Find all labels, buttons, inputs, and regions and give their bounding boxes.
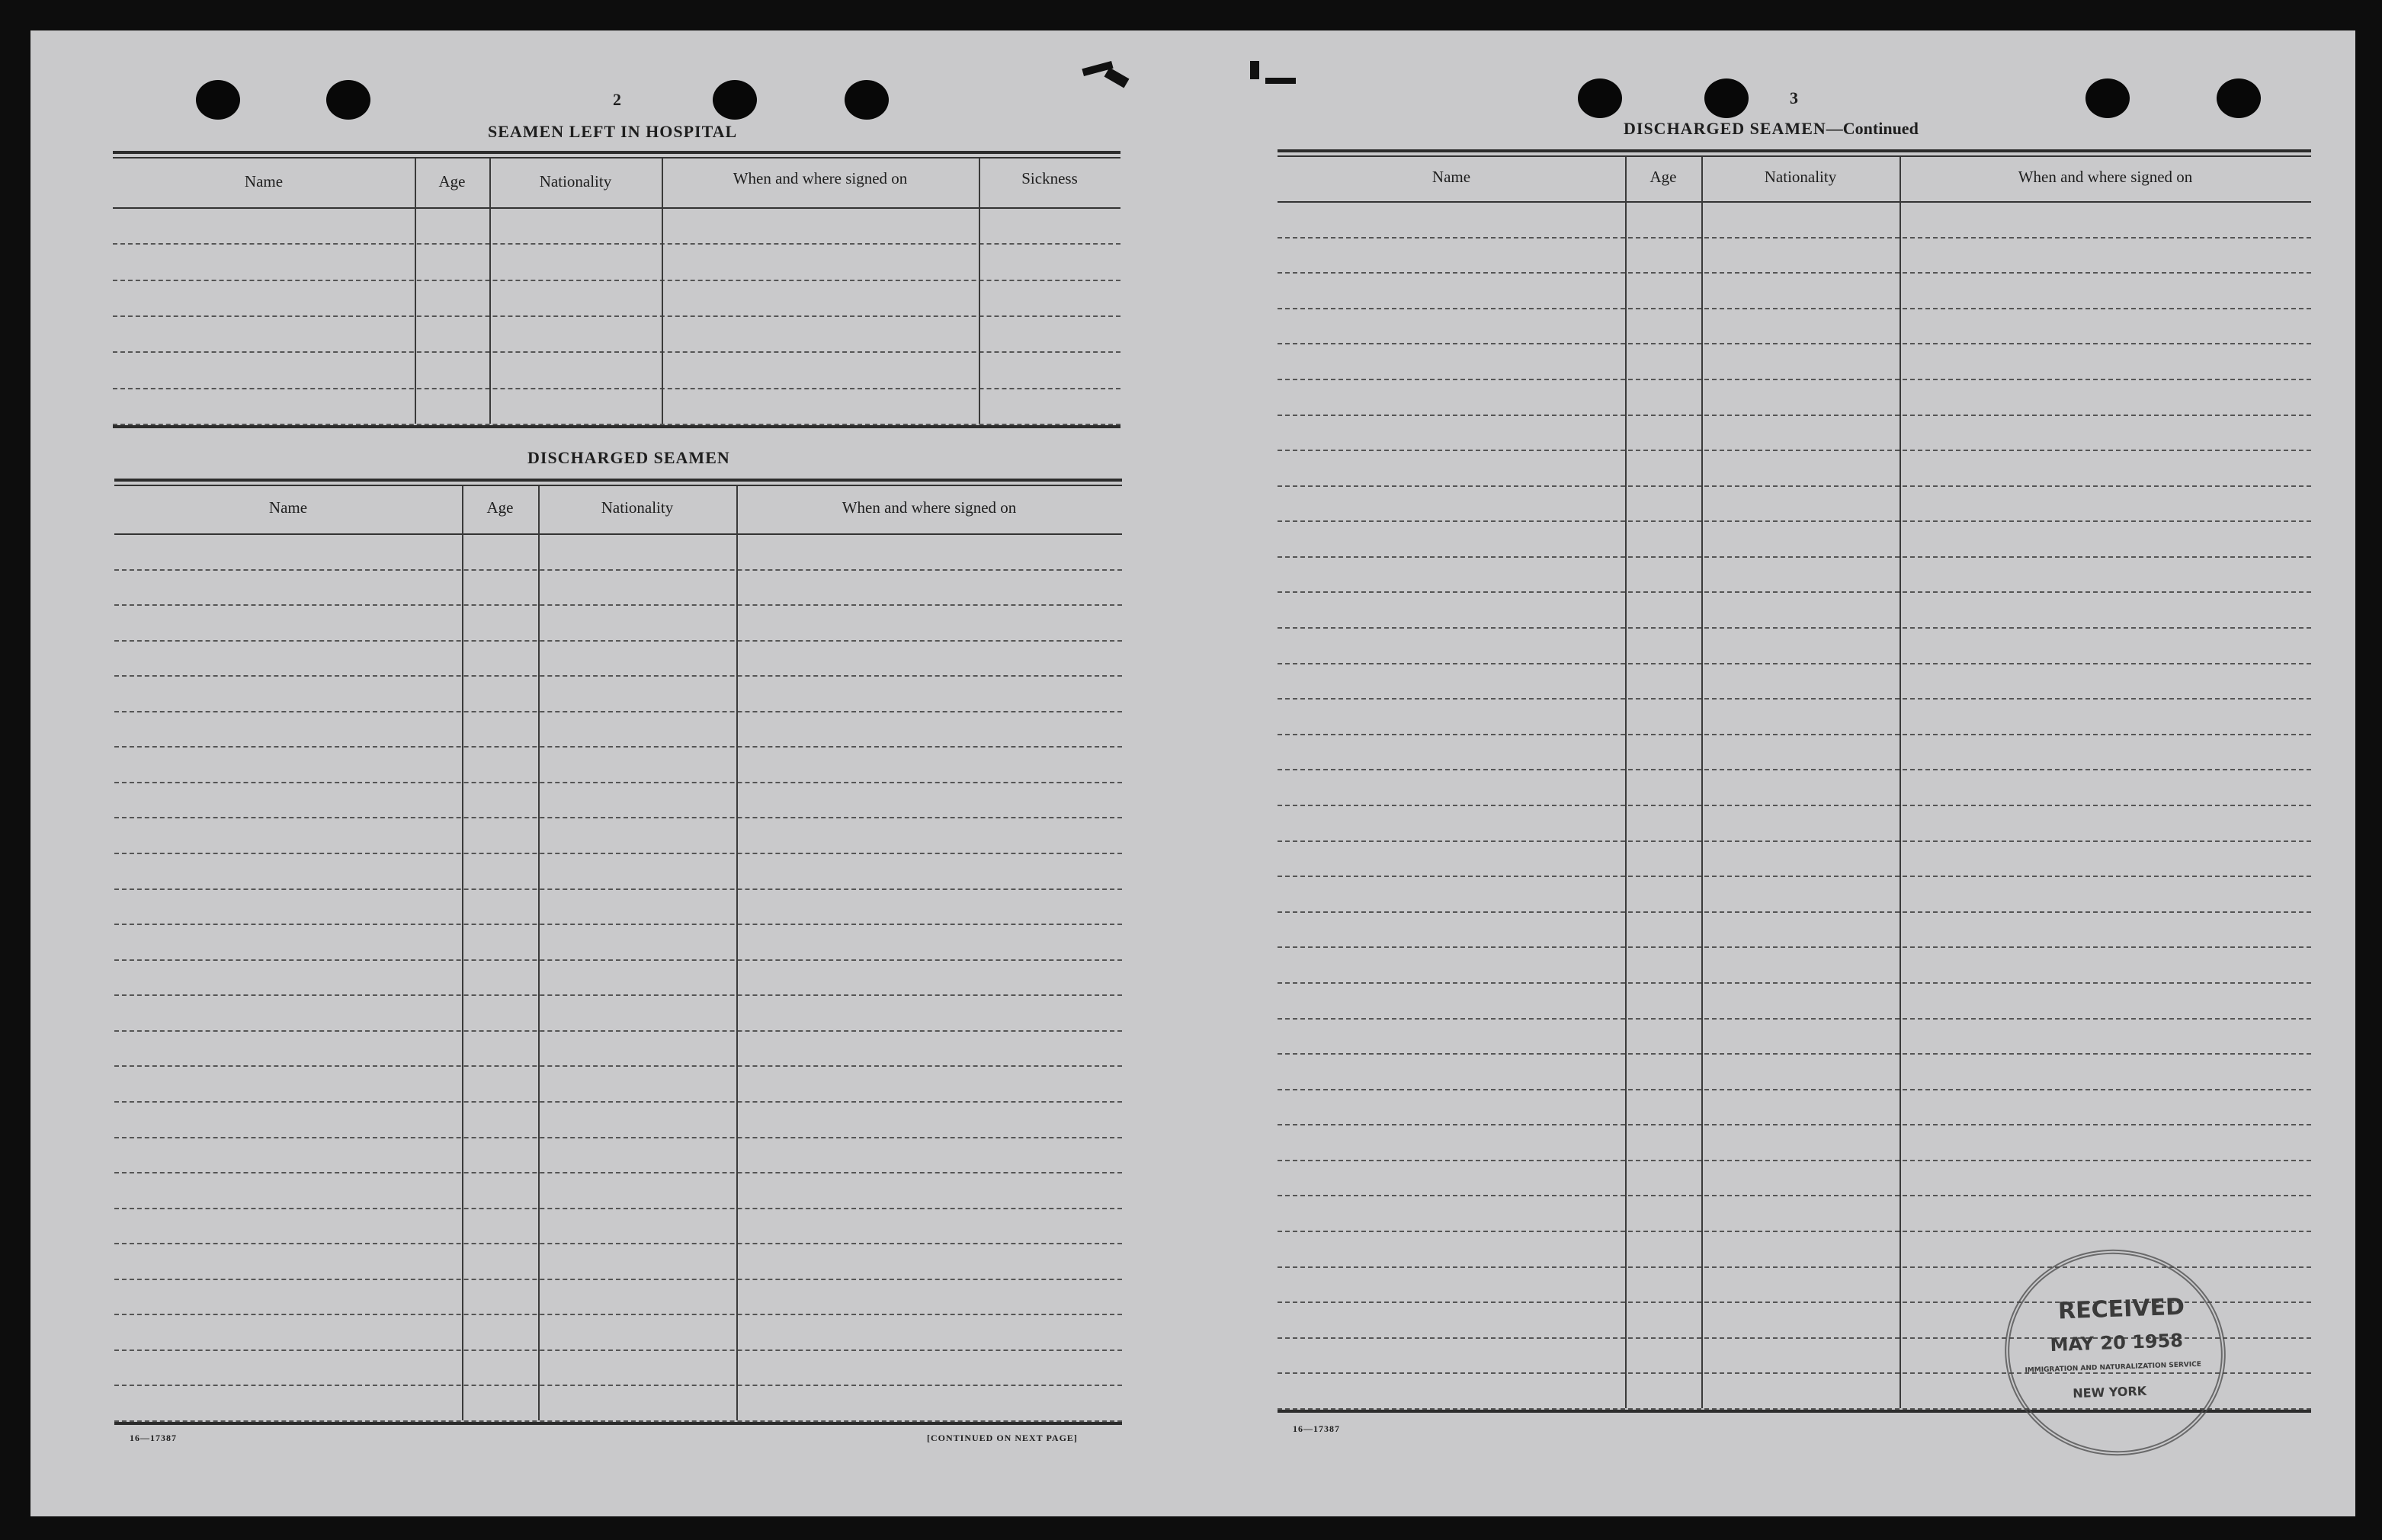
- table-row[interactable]: [1278, 379, 2311, 380]
- punch-hole: [326, 80, 370, 120]
- table-row[interactable]: [1278, 698, 2311, 700]
- table-row[interactable]: [1278, 308, 2311, 309]
- form-number: 16—17387: [1293, 1423, 1340, 1434]
- stamp-date-text: MAY 20 1958: [2050, 1330, 2184, 1356]
- column-divider: [662, 158, 663, 424]
- table-row[interactable]: [114, 675, 1122, 677]
- table-row[interactable]: [114, 994, 1122, 996]
- section-title-hospital: SEAMEN LEFT IN HOSPITAL: [488, 122, 738, 141]
- column-header: Name: [1431, 168, 1471, 186]
- table-row[interactable]: [114, 1101, 1122, 1103]
- table-row[interactable]: [1278, 840, 2311, 842]
- table-row[interactable]: [113, 351, 1120, 353]
- received-stamp: [1992, 1235, 2239, 1470]
- header-underline: [113, 207, 1120, 209]
- table-row[interactable]: [114, 1350, 1122, 1351]
- table-row[interactable]: [1278, 237, 2311, 239]
- table-row[interactable]: [1278, 805, 2311, 806]
- column-header: When and where signed on: [733, 169, 908, 187]
- stamp-office-text: IMMIGRATION AND NATURALIZATION SERVICE: [2025, 1360, 2202, 1375]
- stamp-received-text: RECEIVED: [2057, 1293, 2185, 1325]
- table-row[interactable]: [1278, 343, 2311, 344]
- table-row[interactable]: [114, 1208, 1122, 1209]
- table-row[interactable]: [1278, 556, 2311, 558]
- column-divider: [462, 486, 463, 1420]
- column-divider: [415, 158, 416, 424]
- header-underline: [114, 533, 1122, 535]
- table-row[interactable]: [1278, 591, 2311, 593]
- table-row[interactable]: [1278, 1231, 2311, 1232]
- ink-smudge: [1265, 78, 1296, 84]
- page-number: 3: [1790, 88, 1798, 107]
- table-row[interactable]: [114, 1065, 1122, 1067]
- page-number: 2: [613, 90, 621, 109]
- table-row[interactable]: [1278, 876, 2311, 877]
- ink-smudge: [1250, 61, 1259, 79]
- column-header: Age: [1649, 168, 1677, 186]
- ink-smudge: [1104, 67, 1130, 88]
- header-underline: [1278, 201, 2311, 203]
- table-row[interactable]: [113, 243, 1120, 245]
- table-row[interactable]: [1278, 946, 2311, 948]
- column-header: Age: [486, 498, 514, 517]
- column-header: Age: [438, 172, 466, 190]
- section-title-text: DISCHARGED SEAMEN: [1624, 119, 1826, 138]
- table-row[interactable]: [114, 604, 1122, 606]
- table-bottom-rule: [114, 1422, 1122, 1425]
- column-header: Sickness: [1021, 169, 1078, 187]
- continued-note: [CONTINUED ON NEXT PAGE]: [927, 1433, 1078, 1443]
- table-row[interactable]: [1278, 1160, 2311, 1161]
- table-row[interactable]: [114, 569, 1122, 571]
- table-row[interactable]: [1278, 415, 2311, 416]
- table-row[interactable]: [114, 1385, 1122, 1386]
- table-row[interactable]: [113, 315, 1120, 317]
- column-divider: [1625, 157, 1627, 1408]
- column-divider: [1900, 157, 1901, 1408]
- punch-hole: [713, 80, 757, 120]
- table-row[interactable]: [1278, 734, 2311, 735]
- table-row[interactable]: [114, 1030, 1122, 1032]
- column-header: Nationality: [601, 498, 674, 517]
- form-number: 16—17387: [130, 1433, 177, 1443]
- column-divider: [979, 158, 980, 424]
- punch-hole: [845, 80, 889, 120]
- table-row[interactable]: [114, 1137, 1122, 1138]
- table-bottom-rule: [113, 425, 1120, 428]
- punch-hole: [1578, 78, 1622, 118]
- column-header: Name: [244, 172, 284, 190]
- scanned-document: [30, 30, 2355, 1516]
- column-header: Nationality: [1764, 168, 1837, 186]
- column-header: Name: [268, 498, 308, 517]
- table-row[interactable]: [1278, 1018, 2311, 1020]
- column-divider: [538, 486, 540, 1420]
- stamp-city-text: NEW YORK: [2072, 1383, 2147, 1401]
- table-row[interactable]: [1278, 1195, 2311, 1196]
- table-row[interactable]: [114, 746, 1122, 748]
- punch-hole: [196, 80, 240, 120]
- table-row[interactable]: [114, 782, 1122, 783]
- punch-hole: [2085, 78, 2130, 118]
- table-row[interactable]: [1278, 627, 2311, 629]
- section-title-discharged-continued: [1624, 119, 1919, 139]
- table-row[interactable]: [114, 853, 1122, 854]
- table-row[interactable]: [114, 1172, 1122, 1173]
- table-row[interactable]: [1278, 982, 2311, 984]
- table-row[interactable]: [114, 817, 1122, 818]
- column-divider: [736, 486, 738, 1420]
- table-row[interactable]: [114, 888, 1122, 890]
- column-divider: [489, 158, 491, 424]
- table-row[interactable]: [1278, 1089, 2311, 1090]
- section-title-discharged: DISCHARGED SEAMEN: [527, 448, 730, 467]
- table-row[interactable]: [114, 959, 1122, 961]
- table-row[interactable]: [1278, 769, 2311, 770]
- table-row[interactable]: [1278, 450, 2311, 451]
- punch-hole: [1704, 78, 1749, 118]
- table-row[interactable]: [114, 924, 1122, 925]
- table-row[interactable]: [114, 1243, 1122, 1244]
- table-row[interactable]: [1278, 520, 2311, 522]
- table-row[interactable]: [1278, 1053, 2311, 1055]
- table-row[interactable]: [1278, 272, 2311, 274]
- table-row[interactable]: [1278, 1124, 2311, 1125]
- column-divider: [1701, 157, 1703, 1408]
- table-row[interactable]: [113, 280, 1120, 281]
- table-row[interactable]: [1278, 485, 2311, 487]
- table-row[interactable]: [114, 1314, 1122, 1315]
- column-header: When and where signed on: [842, 498, 1017, 517]
- table-row[interactable]: [113, 388, 1120, 389]
- table-row[interactable]: [1278, 911, 2311, 913]
- column-header: Nationality: [539, 172, 612, 190]
- table-row[interactable]: [114, 640, 1122, 642]
- table-row[interactable]: [1278, 663, 2311, 664]
- punch-hole: [2217, 78, 2261, 118]
- section-title-suffix: —Continued: [1826, 119, 1919, 138]
- table-row[interactable]: [114, 711, 1122, 712]
- column-header: When and where signed on: [2018, 168, 2193, 186]
- table-row[interactable]: [114, 1279, 1122, 1280]
